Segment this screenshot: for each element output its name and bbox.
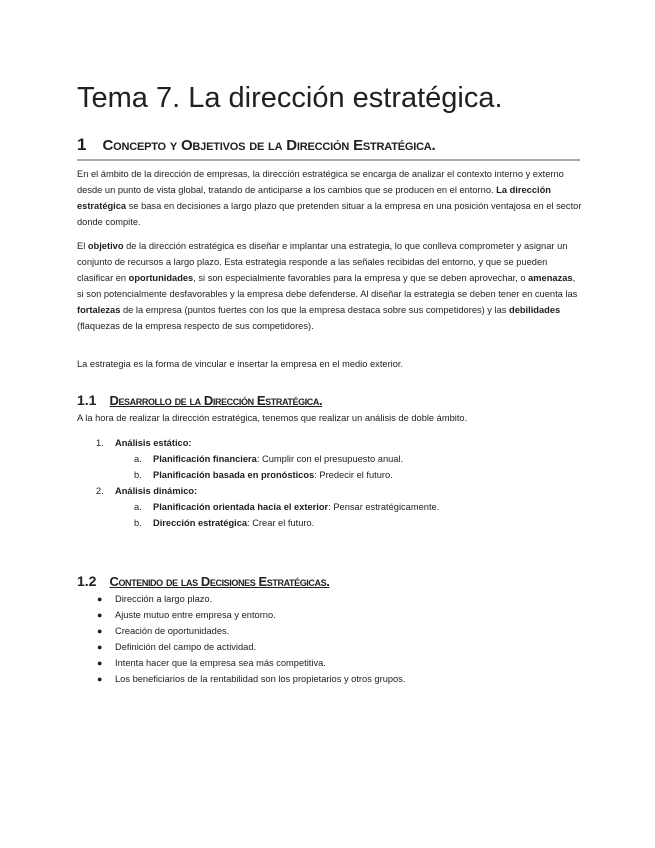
bullet-icon: ● <box>97 610 103 620</box>
text-run: : Crear el futuro. <box>247 518 315 528</box>
section-heading-1-1 <box>77 391 322 410</box>
text-run-bold: debilidades <box>509 305 561 315</box>
list-letter: b. <box>134 470 142 480</box>
section-number: 1.1 <box>77 392 97 408</box>
text-run: (flaquezas de la empresa respecto de sus competidores). <box>77 321 314 331</box>
text-run-bold: La dirección estratégica <box>77 185 551 211</box>
text-run-bold: fortalezas <box>77 305 121 315</box>
sub-list-item <box>77 515 582 531</box>
section-title: Concepto y Objetivos de la Dirección Estratégica. <box>102 137 436 154</box>
bullet-list <box>77 591 582 687</box>
sub-list-item <box>77 451 582 467</box>
text-run-bold: Planificación financiera <box>153 454 257 464</box>
text-run-bold: oportunidades <box>128 273 194 283</box>
text-run-bold: Planificación basada en pronósticos <box>153 470 315 480</box>
sub-list-item-text <box>153 467 393 483</box>
text-run: se basa en decisiones a largo plazo que pretenden situar a la empresa en una posición ventajosa en el sector donde compite. <box>77 201 582 227</box>
text-run-bold: amenazas <box>528 273 573 283</box>
list-item-text: Intenta hacer que la empresa sea más competitiva. <box>115 658 326 668</box>
sub-list-item-text <box>153 515 314 531</box>
text-run: de la empresa (puntos fuertes con los que la empresa destaca sobre sus competidores) y las <box>120 305 510 315</box>
list-letter: b. <box>134 518 142 528</box>
list-item <box>77 623 582 639</box>
text-run-bold: Planificación orientada hacia el exterior <box>153 502 329 512</box>
text-run-bold: objetivo <box>87 241 124 251</box>
paragraph-objective <box>77 238 582 334</box>
bullet-icon: ● <box>97 658 103 668</box>
sub-list-item <box>77 499 582 515</box>
list-item <box>77 435 582 451</box>
sub-list-item-text <box>153 499 439 515</box>
bullet-icon: ● <box>97 626 103 636</box>
text-run: En el ámbito de la dirección de empresas, la dirección estratégica se encarga de analizar el contexto interno y externo desde un punto de vista global, tratando de anticiparse a los cambios que se producen en el entorno. <box>77 169 564 195</box>
bullet-icon: ● <box>97 594 103 604</box>
text-run: : Predecir el futuro. <box>314 470 393 480</box>
list-item <box>77 655 582 671</box>
section-number: 1.2 <box>77 573 97 589</box>
list-item <box>77 591 582 607</box>
section-title: Desarrollo de la Dirección Estratégica. <box>109 393 323 408</box>
list-item <box>77 639 582 655</box>
list-item-label: Análisis estático: <box>115 438 192 448</box>
text-run: : Cumplir con el presupuesto anual. <box>256 454 404 464</box>
section-heading-1 <box>77 134 580 161</box>
bullet-icon: ● <box>97 642 103 652</box>
text-run: , si son especialmente favorables para la empresa y que se deben aprovechar, o <box>193 273 529 283</box>
text-run: El <box>77 241 88 251</box>
paragraph-definition: La estrategia es la forma de vincular e insertar la empresa en el medio exterior. <box>77 359 404 369</box>
section-number: 1 <box>77 135 87 154</box>
list-item-label: Análisis dinámico: <box>115 486 198 496</box>
list-item-text: Creación de oportunidades. <box>115 626 230 636</box>
list-item-text: Los beneficiarios de la rentabilidad son los propietarios y otros grupos. <box>115 674 406 684</box>
numbered-list <box>77 435 582 531</box>
sub-list-item <box>77 467 582 483</box>
section-title: Contenido de las Decisiones Estratégicas. <box>109 574 330 589</box>
list-item <box>77 607 582 623</box>
paragraph-context <box>77 166 582 230</box>
sub-list-item-text <box>153 451 403 467</box>
list-item-text: Ajuste mutuo entre empresa y entorno. <box>115 610 276 620</box>
section-heading-1-2 <box>77 572 329 591</box>
list-item <box>77 483 582 499</box>
list-item-text: Dirección a largo plazo. <box>115 594 213 604</box>
text-run: , si son potencialmente desfavorables y la empresa debe defenderse. Al diseñar la estrategia se deben tener en cuenta las <box>77 273 578 299</box>
list-item <box>77 671 582 687</box>
list-letter: a. <box>134 454 142 464</box>
bullet-icon: ● <box>97 674 103 684</box>
text-run: de la dirección estratégica es diseñar e implantar una estrategia, lo que conlleva comprometer y asignar un conjunto de recursos a largo plazo. Esta estrategia responde a las señales recibidas del entorno, y que se pueden clasificar en <box>77 241 568 283</box>
text-run-bold: Dirección estratégica <box>153 518 248 528</box>
list-letter: a. <box>134 502 142 512</box>
paragraph-intro: A la hora de realizar la dirección estratégica, tenemos que realizar un análisis de doble ámbito. <box>77 413 468 423</box>
list-item-text: Definición del campo de actividad. <box>115 642 257 652</box>
list-number: 2. <box>96 486 104 496</box>
text-run: : Pensar estratégicamente. <box>328 502 440 512</box>
page-title: Tema 7. La dirección estratégica. <box>77 82 503 114</box>
list-number: 1. <box>96 438 104 448</box>
